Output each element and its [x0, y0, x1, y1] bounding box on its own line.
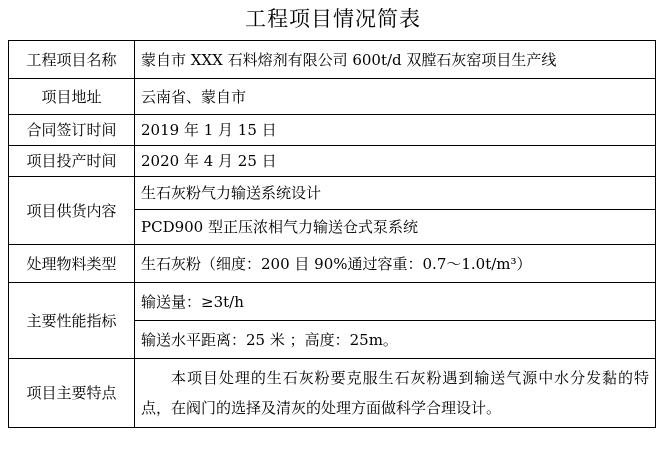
value-supply-content-2: PCD900 型正压浓相气力输送仓式泵系统	[135, 210, 656, 245]
label-contract-date: 合同签订时间	[9, 115, 135, 146]
table-row-performance-1	[9, 283, 656, 321]
table-row-project-name	[9, 41, 656, 79]
label-project-address: 项目地址	[9, 79, 135, 115]
value-performance-2: 输送水平距离：25 米 ；高度：25m。	[135, 321, 656, 359]
table-row-material-type	[9, 245, 656, 283]
value-features: 本项目处理的生石灰粉要克服生石灰粉遇到输送气源中水分发黏的特点，在阀门的选择及清灰的处理方面做科学合理设计。	[135, 359, 656, 428]
project-summary-table	[8, 40, 656, 428]
table-row-contract-date	[9, 115, 656, 146]
label-supply-content: 项目供货内容	[9, 177, 135, 245]
value-performance-1: 输送量：≥3t/h	[135, 283, 656, 321]
value-supply-content-1: 生石灰粉气力输送系统设计	[135, 177, 656, 210]
table-row-project-address	[9, 79, 656, 115]
table-row-supply-content-1	[9, 177, 656, 210]
label-project-name: 工程项目名称	[9, 41, 135, 79]
value-production-date: 2020 年 4 月 25 日	[135, 146, 656, 177]
value-contract-date: 2019 年 1 月 15 日	[135, 115, 656, 146]
value-project-address: 云南省、蒙自市	[135, 79, 656, 115]
value-material-type: 生石灰粉（细度：200 目 90%通过容重：0.7～1.0t/m³）	[135, 245, 656, 283]
label-production-date: 项目投产时间	[9, 146, 135, 177]
table-row-production-date	[9, 146, 656, 177]
table-row-features	[9, 359, 656, 428]
document-title: 工程项目情况简表	[245, 7, 421, 31]
value-project-name: 蒙自市 XXX 石料熔剂有限公司 600t/d 双膛石灰窑项目生产线	[135, 41, 656, 79]
label-performance: 主要性能指标	[9, 283, 135, 359]
label-material-type: 处理物料类型	[9, 245, 135, 283]
label-features: 项目主要特点	[9, 359, 135, 428]
